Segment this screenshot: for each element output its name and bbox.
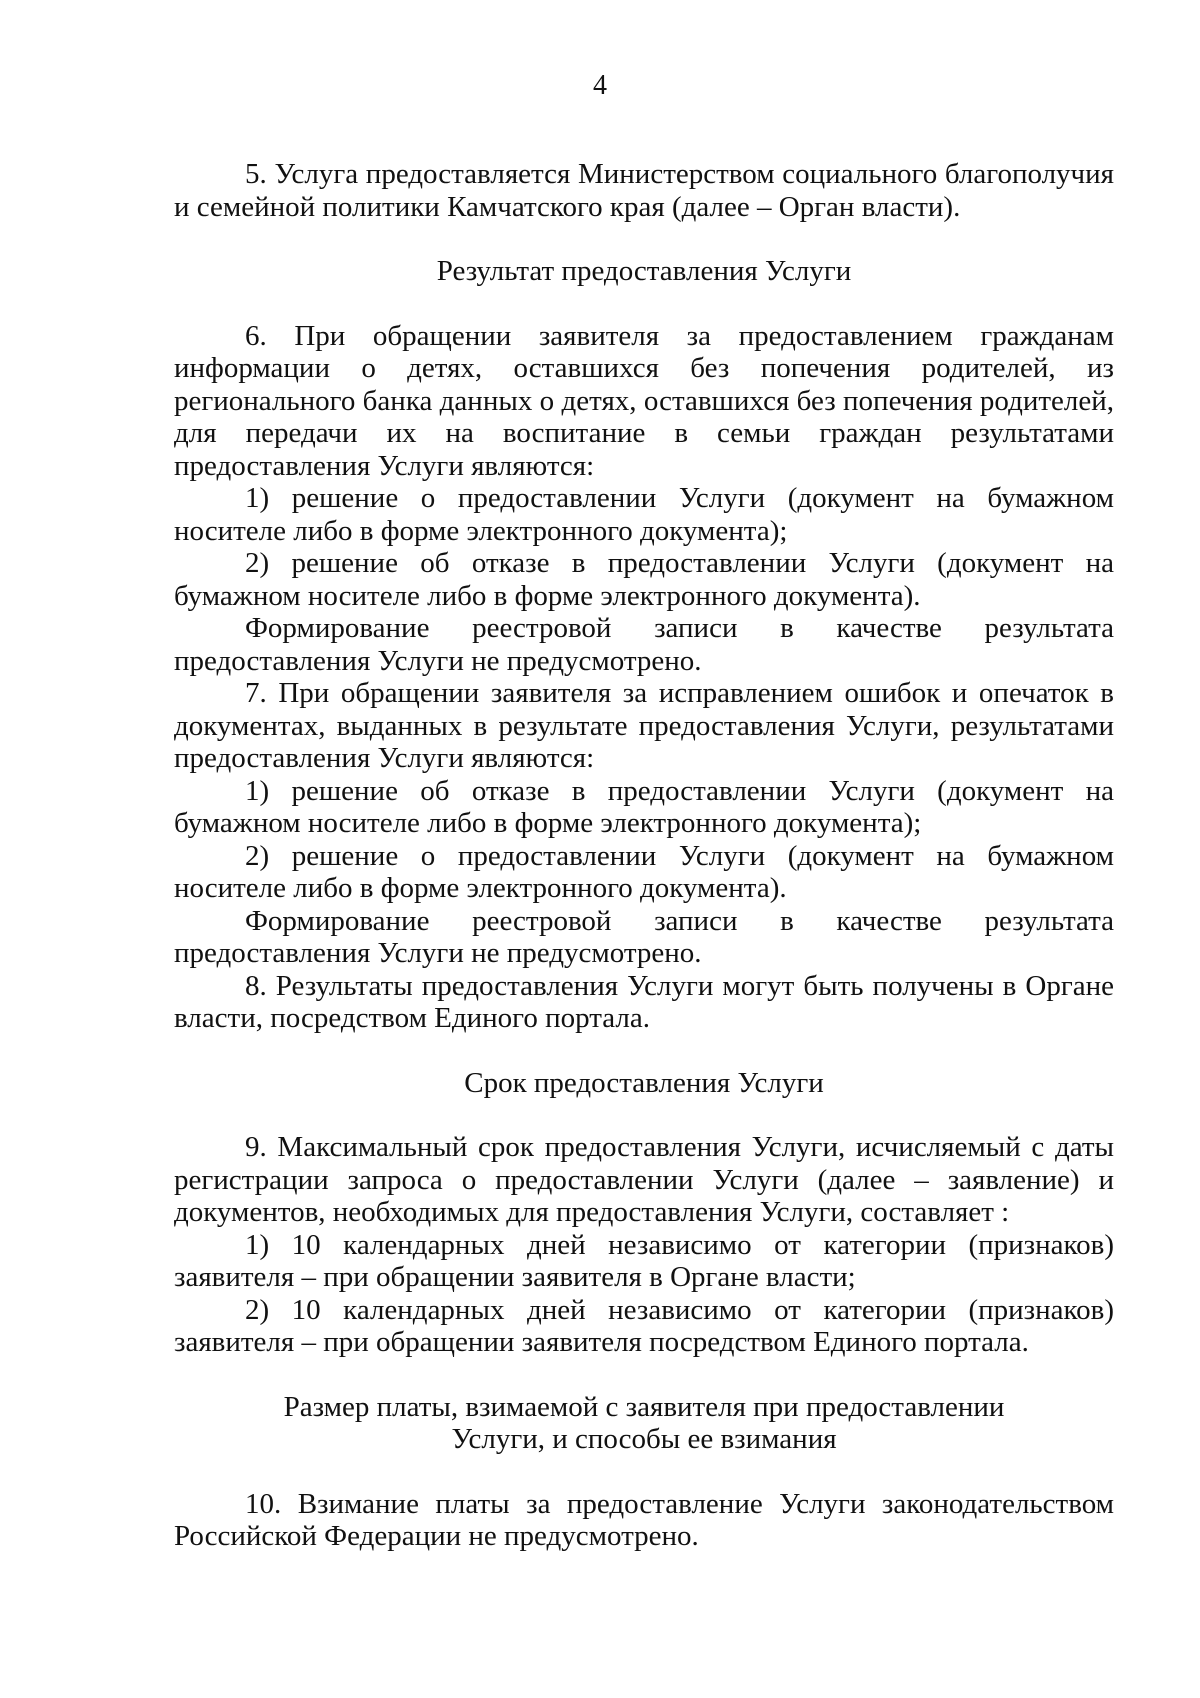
paragraph-registry-note-2: Формирование реестровой записи в качестве результата предоставления Услуги не предусмотрено. (174, 904, 1114, 969)
section-heading-fee: Размер платы, взимаемой с заявителя при предоставлении Услуги, и способы ее взимания (283, 1390, 1005, 1455)
page-number: 4 (593, 70, 607, 101)
paragraph-registry-note-1: Формирование реестровой записи в качестве результата предоставления Услуги не предусмотрено. (174, 612, 1114, 677)
paragraph-8: 8. Результаты предоставления Услуги могут быть получены в Органе власти, посредством Единого портала. (174, 969, 1114, 1034)
list-item-7-1: 1) решение об отказе в предоставлении Услуги (документ на бумажном носителе либо в форме электронного документа); (174, 774, 1114, 839)
list-item-9-2: 2) 10 календарных дней независимо от категории (признаков) заявителя – при обращении заявителя посредством Единого портала. (174, 1293, 1114, 1358)
paragraph-6: 6. При обращении заявителя за предоставлением гражданам информации о детях, оставшихся без попечения родителей, из регионального банка данных о детях, оставшихся без попечения родителей, для передачи их на воспитание в семьи граждан результатами предоставления Услуги являются: (174, 319, 1114, 482)
list-item-6-1: 1) решение о предоставлении Услуги (документ на бумажном носителе либо в форме электронного документа); (174, 482, 1114, 547)
list-item-7-2: 2) решение о предоставлении Услуги (документ на бумажном носителе либо в форме электронного документа). (174, 839, 1114, 904)
list-item-9-1: 1) 10 календарных дней независимо от категории (признаков) заявителя – при обращении заявителя в Органе власти; (174, 1228, 1114, 1293)
section-heading-result: Результат предоставления Услуги (436, 255, 852, 287)
paragraph-7: 7. При обращении заявителя за исправлением ошибок и опечаток в документах, выданных в результате предоставления Услуги, результатами предоставления Услуги являются: (174, 677, 1114, 774)
paragraph-9: 9. Максимальный срок предоставления Услуги, исчисляемый с даты регистрации запроса о предоставлении Услуги (далее – заявление) и документов, необходимых для предоставления Услуги, составляет : (174, 1131, 1114, 1228)
paragraph-10: 10. Взимание платы за предоставление Услуги законодательством Российской Федерации не предусмотрено. (174, 1487, 1114, 1552)
document-body (174, 158, 1114, 1553)
list-item-6-2: 2) решение об отказе в предоставлении Услуги (документ на бумажном носителе либо в форме электронного документа). (174, 547, 1114, 612)
section-heading-term: Срок предоставления Услуги (464, 1066, 824, 1099)
paragraph-5: 5. Услуга предоставляется Министерством социального благополучия и семейной политики Камчатского края (далее – Орган власти). (174, 158, 1114, 223)
